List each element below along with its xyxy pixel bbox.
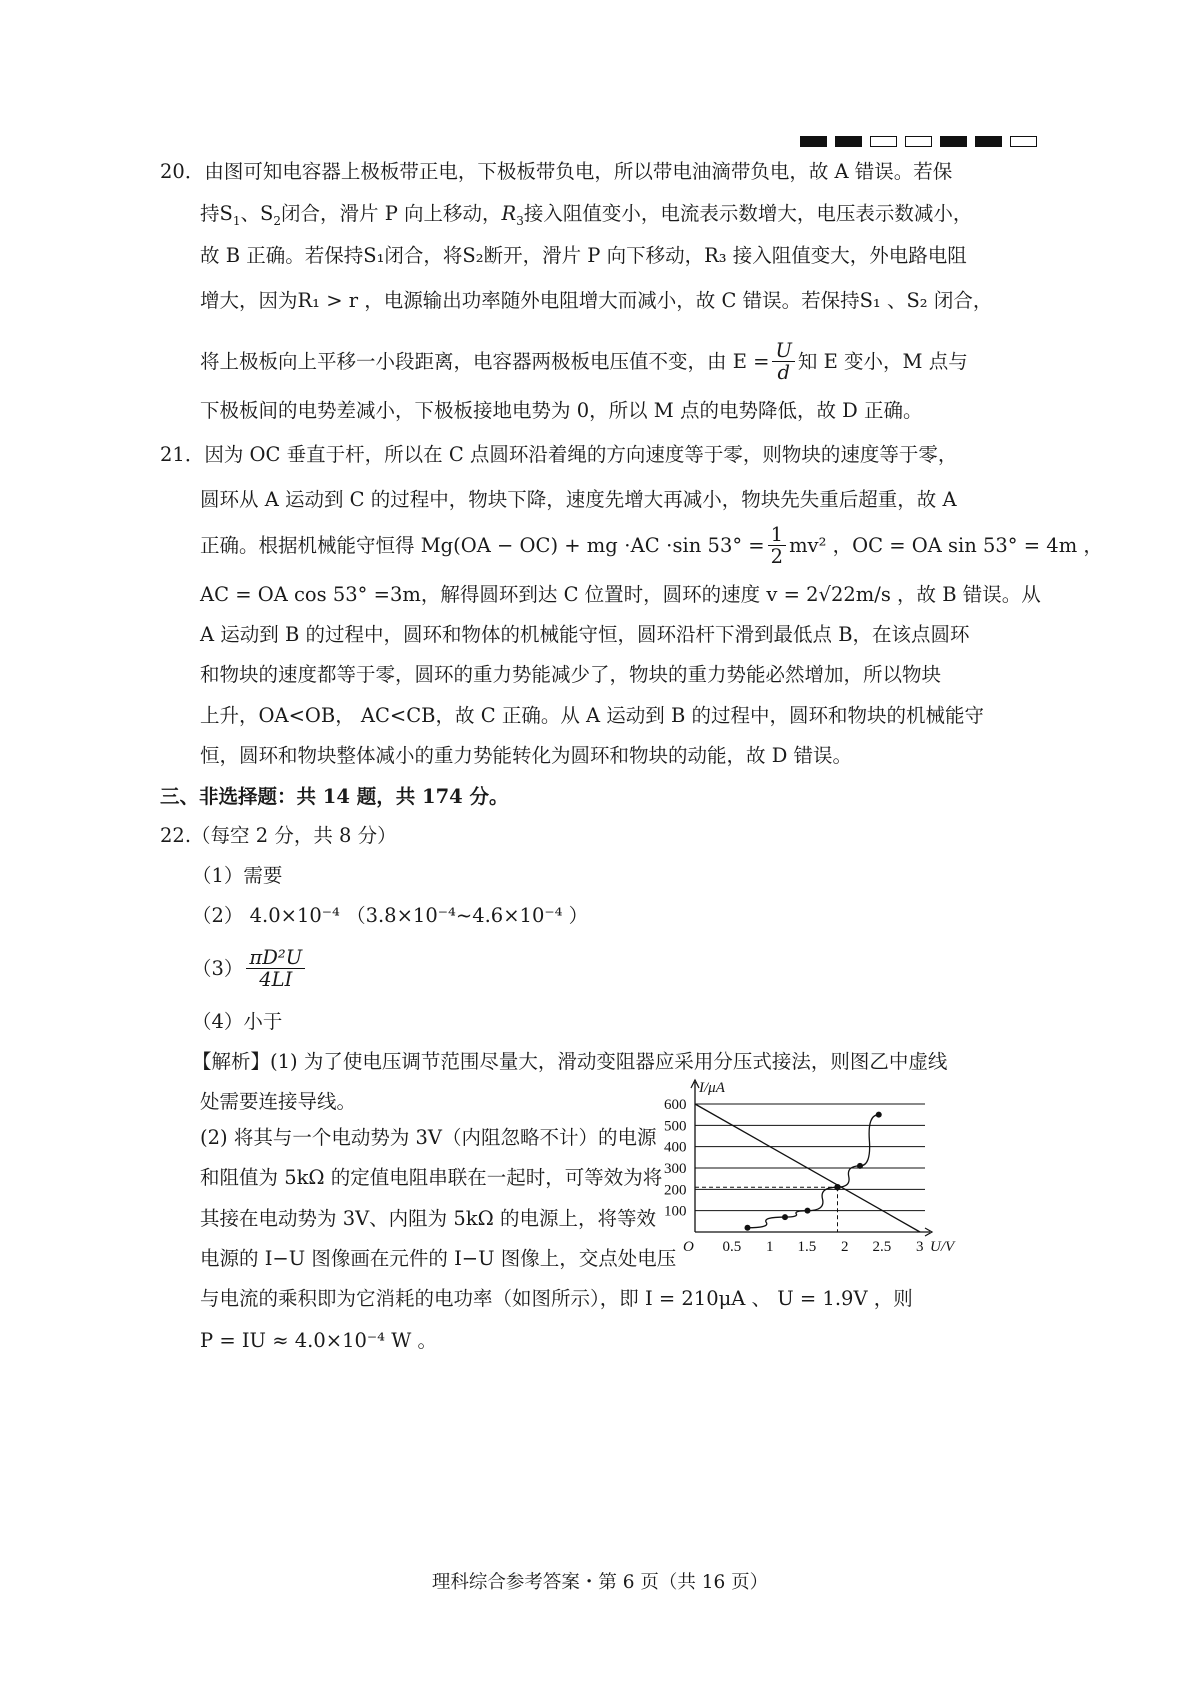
q20-line-6: 下极板间的电势差减小，下极板接地电势为 0，所以 M 点的电势降低，故 D 正确。 xyxy=(200,399,923,422)
y-tick-label: 100 xyxy=(664,1203,687,1220)
q22-heading: 22.（每空 2 分，共 8 分） xyxy=(160,824,397,847)
fraction-numerator: πD²U xyxy=(246,948,305,969)
header-mark xyxy=(835,136,862,147)
y-tick-label: 300 xyxy=(664,1161,687,1177)
header-mark xyxy=(940,136,967,147)
header-mark xyxy=(1010,136,1037,147)
origin-label: O xyxy=(683,1239,694,1255)
q20-text: 知 E 变小，M 点与 xyxy=(797,350,968,373)
header-marks xyxy=(800,136,1037,147)
q21-line-1: 21．因为 OC 垂直于杆，所以在 C 点圆环沿着绳的方向速度等于零，则物块的速度等于零， xyxy=(160,443,958,466)
q22-explain-7: 与电流的乘积即为它消耗的电功率（如图所示），即 I = 210μA 、 U = 1.9V ，则 xyxy=(200,1287,913,1310)
fraction-numerator: U xyxy=(772,341,794,362)
fraction-u-over-d xyxy=(772,341,794,384)
header-mark xyxy=(870,136,897,147)
q22-answer-1: （1）需要 xyxy=(192,864,283,887)
x-tick-label: 2.5 xyxy=(872,1239,892,1255)
y-tick-label: 600 xyxy=(664,1097,687,1113)
q20-line-2: 持$S_1$、$S_2$闭合，滑片 P 向上移动，$R_3$接入阻值变小，电流表示数增大，电压表示数减小， xyxy=(200,202,973,228)
q20-var: R xyxy=(501,202,517,225)
q22-explain-2: 处需要连接导线。 xyxy=(200,1090,357,1113)
fraction-denominator: 4LI xyxy=(259,968,293,991)
q21-text: 正确。根据机械能守恒得 Mg(OA − OC) + mg ⋅AC ⋅sin 53° = xyxy=(200,534,765,557)
q21-text: mv² ，OC = OA sin 53° = 4m ， xyxy=(789,534,1103,557)
q21-line-4: AC = OA cos 53° =3m，解得圆环到达 C 位置时，圆环的速度 v = 2√22m/s ，故 B 错误。从 xyxy=(200,583,1041,606)
data-point xyxy=(745,1225,751,1231)
q20-text: 持S xyxy=(200,202,233,225)
q22-explain-8: P = IU ≈ 4.0×10⁻⁴ W 。 xyxy=(200,1329,437,1352)
y-tick-label: 400 xyxy=(664,1139,687,1156)
x-tick-label: 1.5 xyxy=(797,1239,817,1255)
q20-line-5 xyxy=(200,341,968,384)
q21-line-8: 恒，圆环和物块整体减小的重力势能转化为圆环和物块的动能，故 D 错误。 xyxy=(200,744,853,767)
q21-line-5: A 运动到 B 的过程中，圆环和物体的机械能守恒，圆环沿杆下滑到最低点 B，在该点圆环 xyxy=(200,623,970,646)
q20-text: 闭合，滑片 P 向上移动， xyxy=(281,202,502,225)
q21-line-7: 上升，OA<OB， AC<CB，故 C 正确。从 A 运动到 B 的过程中，圆环和物块的机械能守 xyxy=(200,704,985,727)
fraction-one-half xyxy=(768,525,786,568)
q22-explain-5: 其接在电动势为 3V、内阻为 5kΩ 的电源上，将等效 xyxy=(200,1207,656,1230)
iu-chart xyxy=(664,1080,980,1282)
q22-answer-3 xyxy=(192,948,308,991)
header-mark xyxy=(905,136,932,147)
fraction-denominator: 2 xyxy=(770,545,784,568)
q21-line-2: 圆环从 A 运动到 C 的过程中，物块下降，速度先增大再减小，物块先失重后超重，故 A xyxy=(200,488,957,511)
q22-explain-4: 和阻值为 5kΩ 的定值电阻串联在一起时，可等效为将 xyxy=(200,1166,663,1189)
data-point xyxy=(805,1208,811,1214)
data-point xyxy=(857,1163,863,1169)
q20-line-4: 增大，因为R₁ > r ，电源输出功率随外电阻增大而减小，故 C 错误。若保持S₁ 、S₂ 闭合， xyxy=(200,289,993,312)
q21-line-6: 和物块的速度都等于零，圆环的重力势能减少了，物块的重力势能必然增加，所以物块 xyxy=(200,663,942,686)
header-mark xyxy=(975,136,1002,147)
q22-answer-2: （2） 4.0×10⁻⁴ （3.8×10⁻⁴~4.6×10⁻⁴ ） xyxy=(192,904,589,927)
x-tick-label: 0.5 xyxy=(722,1239,742,1255)
q22-explain-1: 【解析】(1) 为了使电压调节范围尽量大，滑动变阻器应采用分压式接法，则图乙中虚线 xyxy=(192,1050,948,1073)
fraction-denominator: d xyxy=(777,361,790,384)
q20-text: 、S xyxy=(240,202,274,225)
x-tick-label: 3 xyxy=(916,1239,924,1255)
page-footer: 理科综合参考答案・第 6 页（共 16 页） xyxy=(431,1572,769,1593)
fraction-numerator: 1 xyxy=(768,525,786,546)
header-mark xyxy=(800,136,827,147)
y-axis-label: I/μA xyxy=(699,1080,725,1096)
q21-line-3 xyxy=(200,525,1103,568)
x-tick-label: 2 xyxy=(841,1239,849,1255)
q22-answer-4: （4）小于 xyxy=(192,1010,283,1033)
fraction-resistivity xyxy=(246,948,305,991)
x-axis-label: U/V xyxy=(930,1239,955,1255)
data-point xyxy=(782,1214,788,1220)
x-tick-label: 1 xyxy=(766,1239,774,1255)
q20-line-3: 故 B 正确。若保持S₁闭合，将S₂断开，滑片 P 向下移动，R₃ 接入阻值变大，外电路电阻 xyxy=(200,244,967,267)
section-heading: 三、非选择题：共 14 题，共 174 分。 xyxy=(160,785,509,808)
y-tick-label: 500 xyxy=(664,1118,687,1135)
q22-explain-3: (2) 将其与一个电动势为 3V（内阻忽略不计）的电源 xyxy=(200,1126,657,1149)
q22-text: （3） xyxy=(192,957,244,980)
q20-text: 接入阻值变小，电流表示数增大，电压表示数减小， xyxy=(523,202,973,225)
y-tick-label: 200 xyxy=(664,1182,687,1199)
q20-line-1: 20．由图可知电容器上极板带正电，下极板带负电，所以带电油滴带负电，故 A 错误。若保 xyxy=(160,160,953,183)
intersection-point xyxy=(834,1184,840,1190)
q20-text: 将上极板向上平移一小段距离，电容器两极板电压值不变，由 E = xyxy=(200,350,770,373)
q22-explain-6: 电源的 I−U 图像画在元件的 I−U 图像上，交点处电压 xyxy=(200,1247,677,1270)
data-point xyxy=(876,1112,882,1118)
